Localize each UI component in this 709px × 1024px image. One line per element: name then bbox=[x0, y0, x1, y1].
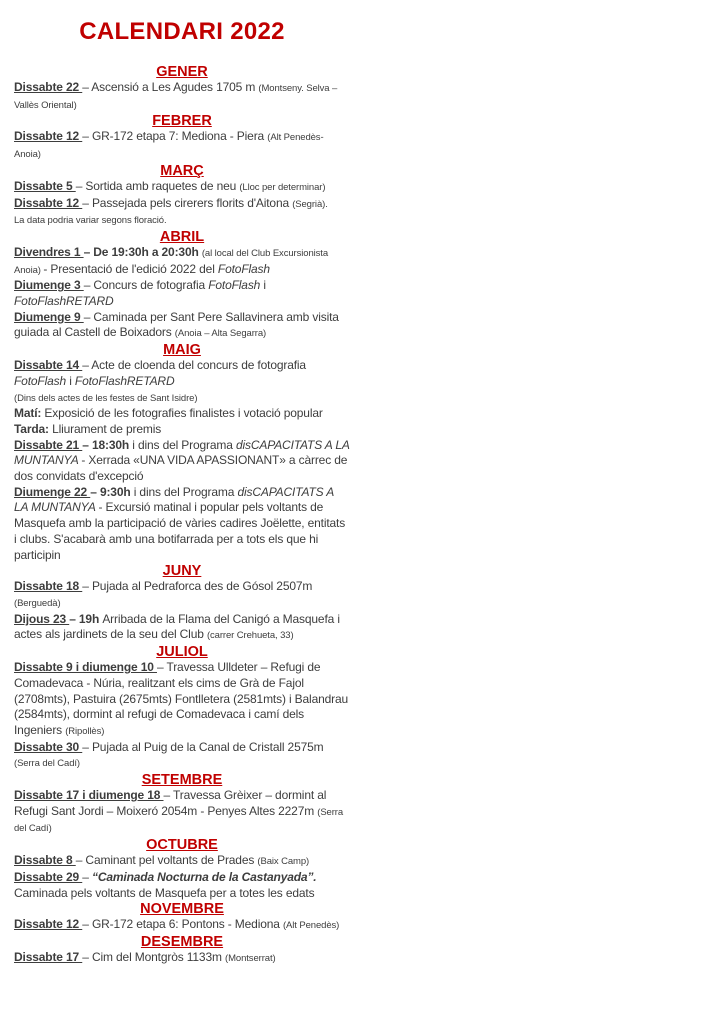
text-segment: – Caminada per Sant Pere Sallavinera amb visita guiada al Castell de Boixadors bbox=[14, 309, 339, 340]
text-segment: i bbox=[260, 278, 266, 293]
month-header: MARÇ bbox=[160, 162, 204, 179]
text-segment: - Excursió matinal i popular pels voltants de Masquefa amb la participació de vàries cadires Joëlette, entitats i clubs. S'acabarà amb una botifarrada per a tots els que hi participin bbox=[14, 500, 346, 562]
text-segment: Lliurament de premis bbox=[48, 421, 162, 436]
text-segment: – GR-172 etapa 6: Pontons - Mediona bbox=[82, 917, 283, 932]
event-line bbox=[14, 406, 350, 422]
month-section-setembre bbox=[14, 772, 350, 837]
month-header: SETEMBRE bbox=[141, 772, 223, 789]
text-segment: i dins del Programa bbox=[132, 437, 236, 452]
month-section-juny bbox=[14, 563, 350, 644]
text-segment: – 18:30h bbox=[82, 437, 133, 452]
text-segment: – 19h bbox=[69, 611, 103, 626]
text-segment: Dissabte 12 bbox=[14, 195, 83, 210]
text-segment: – Caminant pel voltants de Prades bbox=[75, 853, 258, 868]
text-segment: Diumenge 22 bbox=[14, 484, 91, 499]
text-segment: – GR-172 etapa 7: Mediona - Piera bbox=[82, 129, 268, 144]
month-header: DESEMBRE bbox=[140, 933, 224, 950]
event-line bbox=[14, 950, 350, 967]
event-line bbox=[14, 278, 350, 309]
month-section-juliol bbox=[14, 644, 350, 772]
event-line bbox=[14, 788, 350, 837]
text-segment: Dijous 23 bbox=[14, 611, 70, 626]
text-segment: (Montseny. Selva – Vallès Oriental) bbox=[14, 83, 338, 111]
text-segment: Dissabte 8 bbox=[14, 853, 76, 868]
text-segment: Dissabte 5 bbox=[14, 178, 76, 193]
text-segment: Dissabte 12 bbox=[14, 129, 83, 144]
text-segment: i bbox=[66, 373, 75, 388]
month-header: JULIOL bbox=[156, 644, 208, 661]
text-segment: FotoFlash bbox=[217, 261, 270, 276]
text-segment: (Baix Camp) bbox=[257, 856, 310, 868]
event-line bbox=[14, 870, 350, 901]
text-segment: FotoFlash bbox=[208, 278, 261, 293]
text-segment: – Concurs de fotografia bbox=[83, 278, 209, 293]
month-section-novembre bbox=[14, 901, 350, 934]
text-segment: Dissabte 29 bbox=[14, 869, 83, 884]
event-line bbox=[14, 740, 350, 772]
month-header: NOVEMBRE bbox=[140, 901, 224, 918]
text-segment: Dissabte 21 bbox=[14, 437, 83, 452]
event-line bbox=[14, 660, 350, 740]
text-segment: – Pujada al Puig de la Canal de Cristall 2575m bbox=[82, 739, 324, 754]
event-line bbox=[14, 390, 350, 407]
text-segment: (Alt Penedès) bbox=[282, 920, 340, 932]
text-segment: Matí: bbox=[14, 406, 42, 421]
text-segment: – Travessa Ulldeter – Refugi de Comadevaca - Núria, realitzant els cims de Grà de Fajol (2708mts), Pastuira (2675mts) Fontlletera (2581mts) i Balandrau (2584mts), dormint al refugi de Comadevaca i camí dels Ingeniers bbox=[14, 660, 349, 737]
text-segment: Dissabte 17 i diumenge 18 bbox=[14, 788, 164, 803]
text-segment: FotoFlashRETARD bbox=[14, 294, 114, 309]
month-section-abril bbox=[14, 229, 350, 342]
months-container bbox=[14, 64, 350, 967]
text-segment: – Cim del Montgròs 1133m bbox=[82, 949, 226, 964]
event-line bbox=[14, 853, 350, 870]
event-line bbox=[14, 129, 350, 162]
event-line bbox=[14, 245, 350, 278]
text-segment: Dissabte 22 bbox=[14, 80, 83, 94]
event-line bbox=[14, 179, 350, 196]
text-segment: Diumenge 9 bbox=[14, 309, 84, 324]
text-segment: (carrer Crehueta, 33) bbox=[206, 630, 294, 642]
text-segment: – bbox=[82, 869, 92, 884]
text-segment: – Passejada pels cirerers florits d'Aitona bbox=[82, 195, 293, 210]
text-segment: La data podria variar segons floració. bbox=[14, 215, 167, 227]
text-segment: (Dins dels actes de les festes de Sant Isidre) bbox=[14, 392, 198, 404]
text-segment: Dissabte 12 bbox=[14, 917, 83, 932]
text-segment: (Berguedà) bbox=[14, 597, 61, 609]
event-line bbox=[14, 310, 350, 342]
text-segment: disCAPACITATS A LA MUNTANYA bbox=[14, 437, 350, 468]
text-segment: Dissabte 14 bbox=[14, 358, 83, 373]
text-segment: Dissabte 9 i diumenge 10 bbox=[14, 660, 157, 675]
text-segment: FotoFlashRETARD bbox=[74, 373, 175, 388]
text-segment: – Travessa Grèixer – dormint al Refugi Sant Jordi – Moixeró 2054m - Penyes Altes 2227m bbox=[14, 788, 327, 818]
event-line bbox=[14, 485, 350, 564]
event-line bbox=[14, 422, 350, 438]
text-segment: – Acte de cloenda del concurs de fotografia bbox=[82, 358, 306, 373]
text-segment: Dissabte 18 bbox=[14, 579, 83, 594]
text-segment: Diumenge 3 bbox=[14, 278, 84, 293]
text-segment: (Lloc per determinar) bbox=[239, 181, 326, 193]
text-segment: - Presentació de l'edició 2022 del bbox=[43, 261, 218, 276]
text-segment: (Serra del Cadí) bbox=[14, 758, 80, 770]
event-line bbox=[14, 917, 350, 934]
text-segment: Caminada pels voltants de Masquefa per a totes les edats bbox=[14, 885, 315, 900]
event-line bbox=[14, 80, 350, 113]
text-segment: (Serra del Cadí) bbox=[14, 806, 344, 835]
text-segment: – Pujada al Pedraforca des de Gósol 2507m bbox=[82, 579, 313, 594]
text-segment: (al local del Club Excursionista Anoia) bbox=[14, 247, 329, 276]
month-section-febrer bbox=[14, 113, 350, 162]
month-section-gener bbox=[14, 64, 350, 113]
month-header: OCTUBRE bbox=[146, 837, 218, 854]
text-segment: Divendres 1 bbox=[14, 244, 84, 259]
text-segment: FotoFlash bbox=[14, 373, 67, 388]
text-segment: - Xerrada «UNA VIDA APASSIONANT» a càrrec de dos convidats d'excepció bbox=[14, 453, 348, 484]
text-segment: (Anoia – Alta Segarra) bbox=[174, 328, 267, 340]
text-segment: Tarda: bbox=[14, 421, 49, 436]
text-segment: (Ripollès) bbox=[65, 725, 105, 737]
text-segment: “Caminada Nocturna de la Castanyada”. bbox=[91, 869, 317, 884]
text-segment: Exposició de les fotografies finalistes i votació popular bbox=[41, 406, 323, 421]
month-section-maig bbox=[14, 342, 350, 563]
month-section-octubre bbox=[14, 837, 350, 901]
month-header: FEBRER bbox=[152, 113, 212, 130]
text-segment: Dissabte 17 bbox=[14, 949, 83, 964]
month-header: ABRIL bbox=[159, 228, 205, 245]
event-line bbox=[14, 438, 350, 485]
month-header: JUNY bbox=[162, 563, 202, 580]
month-header: GENER bbox=[156, 64, 208, 80]
text-segment: – 9:30h bbox=[90, 484, 134, 499]
month-header: MAIG bbox=[163, 342, 201, 359]
month-section-desembre bbox=[14, 934, 350, 967]
text-segment: Dissabte 30 bbox=[14, 739, 83, 754]
event-line bbox=[14, 212, 350, 229]
text-segment: (Montserrat) bbox=[225, 952, 276, 964]
text-segment: (Segrià). bbox=[292, 198, 328, 210]
event-line bbox=[14, 196, 350, 213]
event-line bbox=[14, 358, 350, 389]
month-section-març bbox=[14, 163, 350, 229]
text-segment: (Alt Penedès-Anoia) bbox=[14, 132, 324, 161]
text-segment: disCAPACITATS A LA MUNTANYA bbox=[14, 484, 334, 515]
text-segment: Arribada de la Flama del Canigó a Masquefa i actes als jardinets de la seu del Club bbox=[14, 611, 340, 642]
event-line bbox=[14, 612, 350, 644]
text-segment: – Sortida amb raquetes de neu bbox=[75, 178, 240, 193]
text-segment: i dins del Programa bbox=[133, 484, 238, 499]
page-title: CALENDARI 2022 bbox=[79, 18, 285, 45]
text-segment: – Ascensió a Les Agudes 1705 m bbox=[82, 80, 259, 94]
event-line bbox=[14, 579, 350, 611]
text-segment: – De 19:30h a 20:30h bbox=[83, 244, 202, 259]
